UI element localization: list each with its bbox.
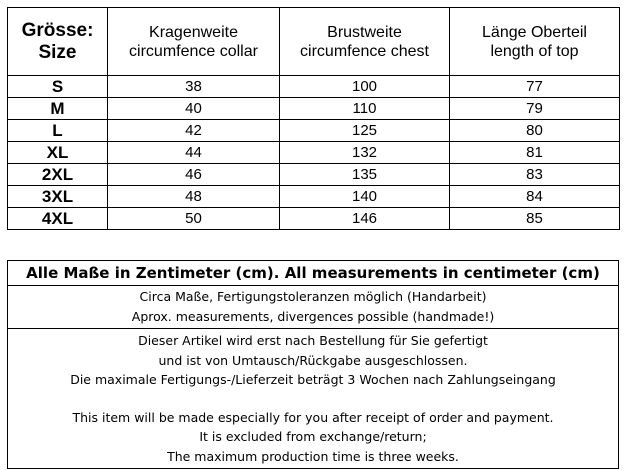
chest-cell: 146 (280, 208, 450, 230)
notice-line-en-3: The maximum production time is three weeks. (167, 448, 459, 464)
collar-cell: 40 (108, 98, 280, 120)
chest-cell: 100 (280, 76, 450, 98)
tolerance-line-de: Circa Maße, Fertigungstoleranzen möglich (Handarbeit) (139, 289, 487, 304)
size-cell: 2XL (8, 164, 108, 186)
size-cell: M (8, 98, 108, 120)
length-cell: 81 (450, 142, 620, 164)
table-row (8, 98, 620, 120)
chest-cell: 140 (280, 186, 450, 208)
table-row (8, 120, 620, 142)
length-column-header (450, 8, 620, 76)
chest-cell: 110 (280, 98, 450, 120)
spacer (8, 390, 618, 408)
table-row (8, 186, 620, 208)
chest-column-header (280, 8, 450, 76)
length-header-de: Länge Oberteil (482, 23, 587, 41)
tolerance-line-en: Aprox. measurements, divergences possible (handmade!) (131, 308, 495, 324)
length-header-en: length of top (490, 42, 579, 60)
made-to-order-notice (8, 329, 618, 468)
notice-line-de-2: und ist von Umtausch/Rückgabe ausgeschlossen. (158, 352, 468, 368)
notice-line-en-2: It is excluded from exchange/return; (199, 429, 427, 444)
notice-line-en-1: This item will be made especially for you after receipt of order and payment. (72, 409, 554, 425)
collar-cell: 42 (108, 120, 280, 142)
collar-column-header (108, 8, 280, 76)
size-cell: XL (8, 142, 108, 164)
size-table (7, 7, 620, 230)
collar-header-de: Kragenweite (149, 23, 238, 41)
chest-header-en: circumfence chest (300, 42, 429, 60)
size-header-de: Grösse: (21, 19, 94, 41)
size-cell: 3XL (8, 186, 108, 208)
table-row (8, 76, 620, 98)
length-cell: 84 (450, 186, 620, 208)
tolerance-note (8, 286, 618, 329)
collar-header-en: circumfence collar (129, 42, 258, 60)
table-row (8, 142, 620, 164)
collar-cell: 48 (108, 186, 280, 208)
chest-cell: 135 (280, 164, 450, 186)
size-cell: S (8, 76, 108, 98)
chest-header-de: Brustweite (327, 23, 402, 41)
chest-cell: 132 (280, 142, 450, 164)
collar-cell: 46 (108, 164, 280, 186)
collar-cell: 50 (108, 208, 280, 230)
table-row (8, 208, 620, 230)
length-cell: 79 (450, 98, 620, 120)
collar-cell: 44 (108, 142, 280, 164)
measurement-info-box (7, 260, 619, 469)
length-cell: 83 (450, 164, 620, 186)
size-column-header (8, 8, 108, 76)
collar-cell: 38 (108, 76, 280, 98)
size-header-en: Size (38, 41, 77, 63)
chest-cell: 125 (280, 120, 450, 142)
length-cell: 77 (450, 76, 620, 98)
size-cell: 4XL (8, 208, 108, 230)
measurement-unit-title: Alle Maße in Zentimeter (cm). All measurements in centimeter (cm) (8, 261, 618, 286)
length-cell: 85 (450, 208, 620, 230)
size-cell: L (8, 120, 108, 142)
size-table-header-row (8, 8, 620, 76)
length-cell: 80 (450, 120, 620, 142)
table-row (8, 164, 620, 186)
notice-line-de-3: Die maximale Fertigungs-/Lieferzeit beträgt 3 Wochen nach Zahlungseingang (70, 372, 556, 387)
notice-line-de-1: Dieser Artikel wird erst nach Bestellung für Sie gefertigt (138, 333, 488, 348)
